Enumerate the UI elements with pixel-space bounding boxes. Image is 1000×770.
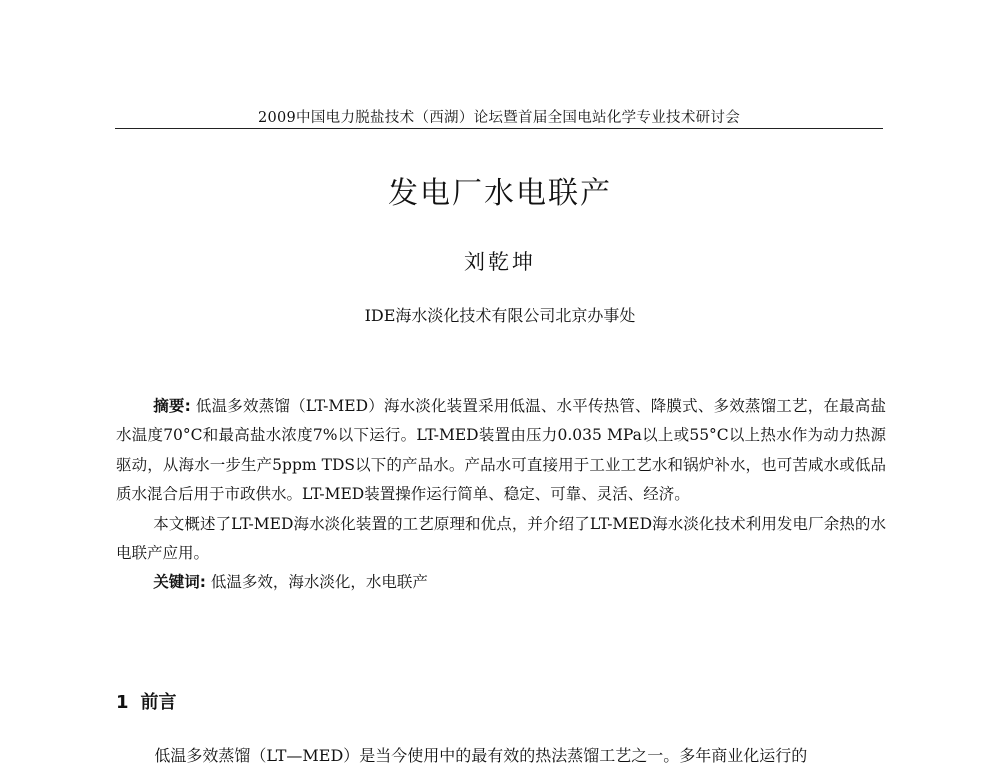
author-affiliation: IDE海水淡化技术有限公司北京办事处 [364, 306, 636, 325]
abstract-label: 摘要: [153, 397, 191, 415]
section-heading [116, 688, 177, 714]
running-header: 2009中国电力脱盐技术（西湖）论坛暨首届全国电站化学专业技术研讨会 [257, 110, 741, 126]
section-number: 1 [116, 692, 129, 713]
keywords-label: 关键词: [153, 573, 206, 592]
section-title: 前言 [140, 692, 177, 713]
section-body-first-line: 低温多效蒸馏（LT—MED）是当今使用中的最有效的热法蒸馏工艺之一。多年商业化运行的 [154, 746, 808, 765]
abstract-text: 低温多效蒸馏（LT-MED）海水淡化装置采用低温、水平传热管、降膜式、多效蒸馏工艺，在最高盐水温度70°C和最高盐水浓度7%以下运行。LT-MED装置由压力0.035 MPa以上或55°C以上热水作为动力热源驱动，从海水一步生产5ppm TDS以下的产品水。产品水可直接用于工业工艺水和锅炉补水，也可苦咸水或低品质水混合后用于市政供水。LT-MED装置操作运行简单、稳定、可靠、灵活、经济。 [116, 397, 886, 504]
abstract-block [116, 392, 886, 598]
author-name: 刘乾坤 [464, 250, 536, 274]
keywords-text: 低温多效，海水淡化，水电联产 [210, 573, 428, 592]
paper-title: 发电厂水电联产 [388, 176, 612, 211]
keywords-paragraph [116, 568, 886, 597]
header-rule [115, 128, 883, 129]
abstract-paragraph-2: 本文概述了LT-MED海水淡化装置的工艺原理和优点，并介绍了LT-MED海水淡化技术利用发电厂余热的水电联产应用。 [116, 514, 886, 563]
abstract-paragraph [116, 392, 886, 510]
